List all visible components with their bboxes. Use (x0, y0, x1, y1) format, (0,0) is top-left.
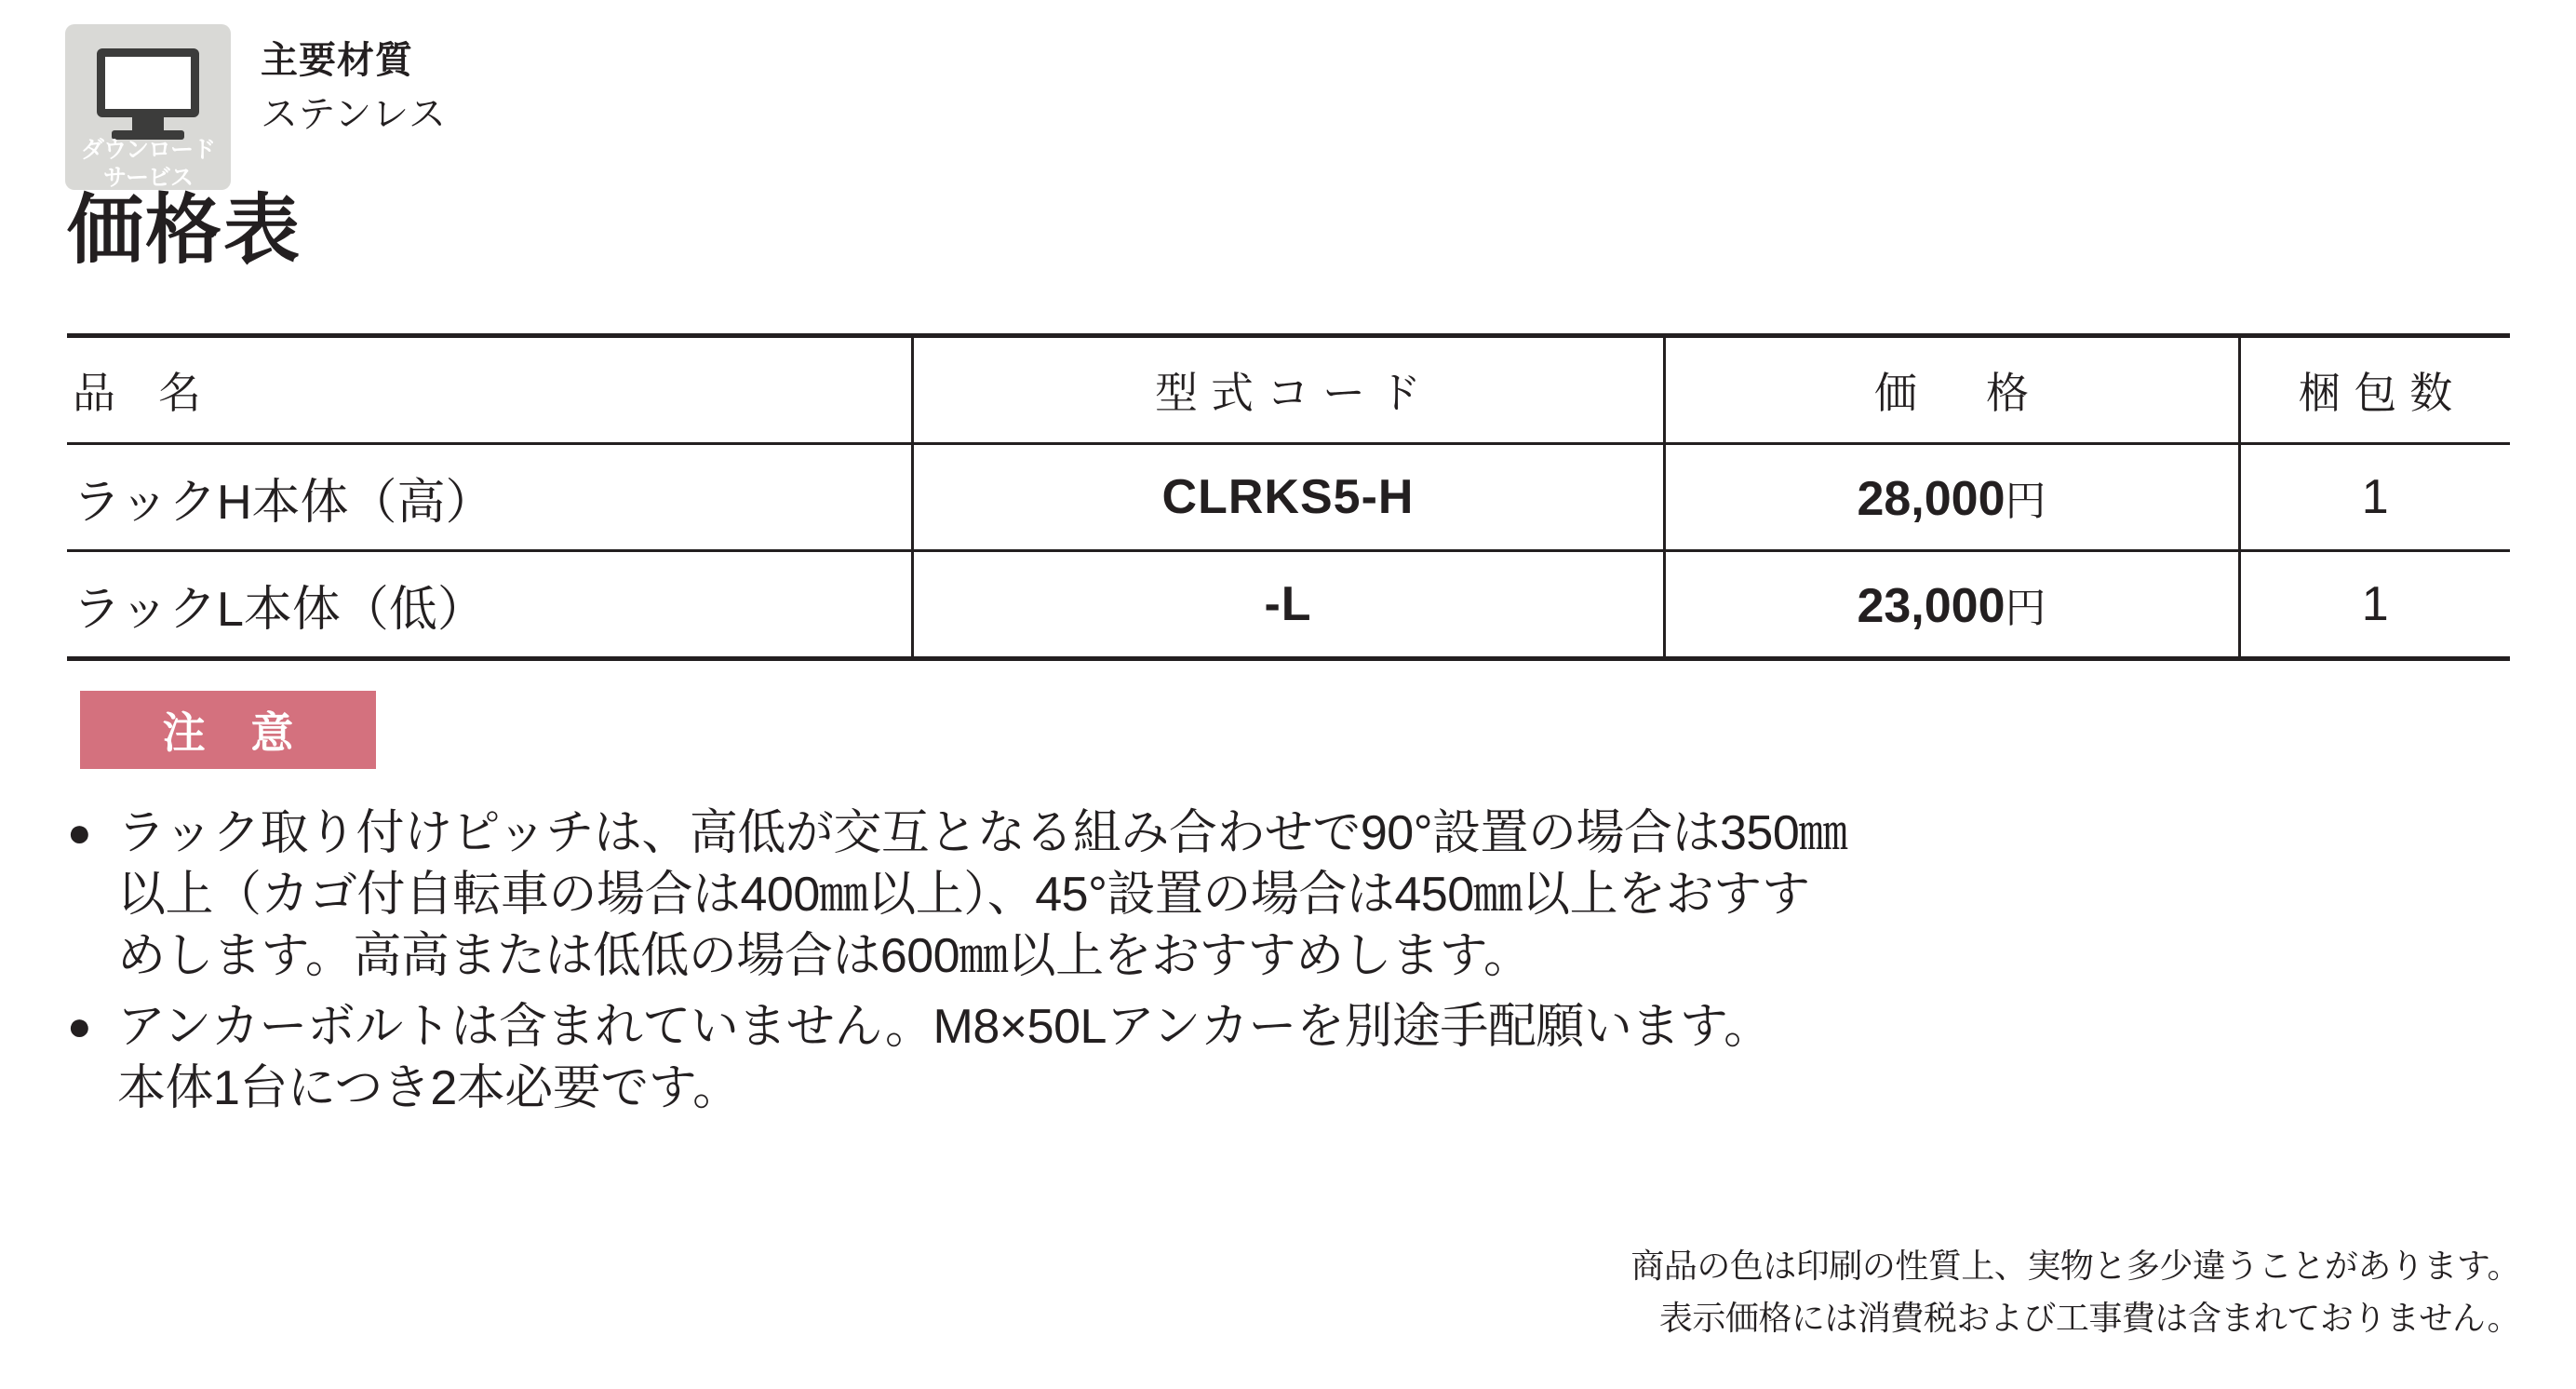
download-badge-text (65, 136, 231, 192)
monitor-download-icon (97, 48, 199, 117)
table-row (67, 551, 2510, 659)
cell-package-qty: 1 (2239, 444, 2510, 551)
footnotes (1630, 1240, 2520, 1344)
cell-model-code: -L (912, 551, 1664, 659)
cell-product-name: ラックL本体（低） (67, 551, 912, 659)
cell-price (1664, 551, 2239, 659)
cell-model-code: CLRKS5-H (912, 444, 1664, 551)
caution-badge: 注 意 (80, 691, 376, 769)
cell-product-name: ラックH本体（高） (67, 444, 912, 551)
cell-price (1664, 444, 2239, 551)
notes-list (67, 802, 2524, 1119)
material-info (261, 24, 447, 142)
download-service-badge (65, 24, 231, 190)
footnote-line: 商品の色は印刷の性質上、実物と多少違うことがあります。 (1630, 1247, 2520, 1285)
price-unit: 円 (2005, 479, 2046, 524)
price-value: 23,000 (1857, 579, 2006, 633)
column-header-name: 品 名 (67, 336, 912, 444)
column-header-price: 価 格 (1664, 336, 2239, 444)
header (65, 24, 447, 190)
monitor-stand-icon (132, 117, 164, 130)
note-item (67, 802, 2524, 987)
page-title: 価格表 (67, 188, 302, 273)
bullet-icon: ● (67, 810, 92, 856)
note-body (117, 996, 2524, 1119)
column-header-qty: 梱包数 (2239, 336, 2510, 444)
price-value: 28,000 (1857, 472, 2006, 526)
note-line: 以上（カゴ付自転車の場合は400㎜以上）、45°設置の場合は450㎜以上をおすす (117, 868, 1810, 922)
table-header-row (67, 336, 2510, 444)
note-line: めします。高高または低低の場合は600㎜以上をおすすめします。 (117, 929, 1532, 983)
material-value: ステンレス (261, 94, 447, 135)
note-line: 本体1台につき2本必要です。 (117, 1061, 741, 1115)
note-body (117, 802, 2524, 987)
price-table (67, 333, 2510, 661)
note-line: ラック取り付けピッチは、高低が交互となる組み合わせで90°設置の場合は350㎜ (117, 806, 1847, 860)
cell-package-qty: 1 (2239, 551, 2510, 659)
price-unit: 円 (2005, 586, 2046, 631)
material-label: 主要材質 (261, 40, 413, 81)
table-row (67, 444, 2510, 551)
column-header-code: 型式コード (912, 336, 1664, 444)
note-line: アンカーボルトは含まれていません。M8×50Lアンカーを別途手配願います。 (117, 1000, 1772, 1054)
bullet-icon: ● (67, 1004, 92, 1049)
note-item (67, 996, 2524, 1119)
download-badge-line2: サービス (102, 165, 193, 191)
download-badge-line1: ダウンロード (80, 137, 215, 163)
footnote-line: 表示価格には消費税および工事費は含まれておりません。 (1658, 1299, 2520, 1337)
